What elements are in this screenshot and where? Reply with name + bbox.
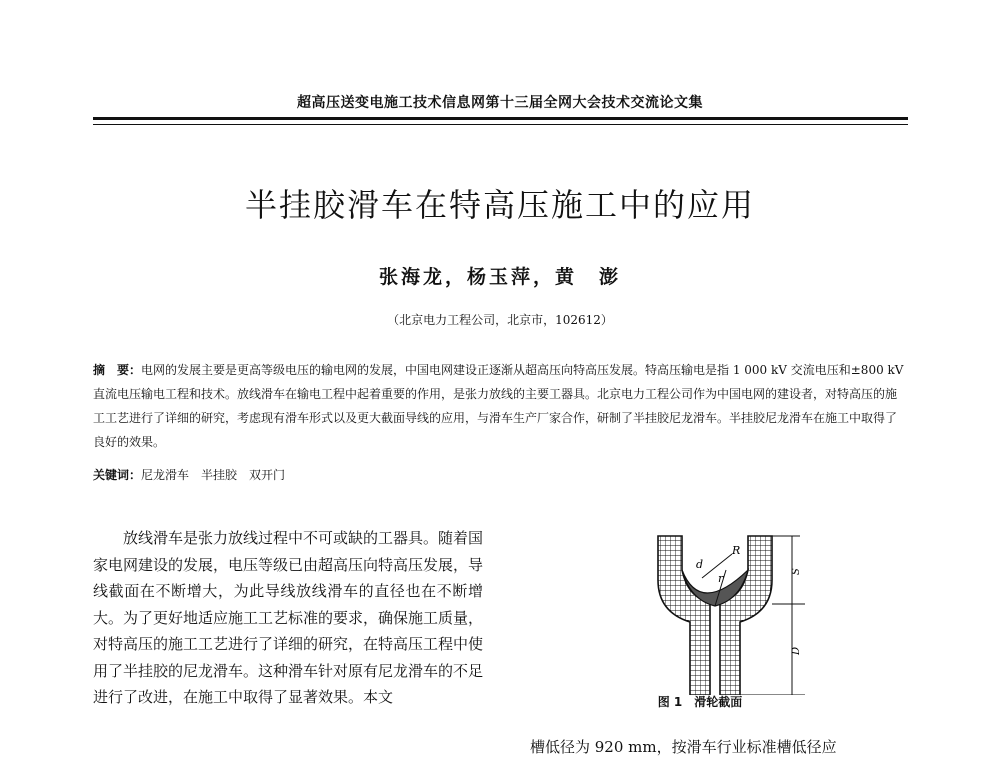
pulley-section-diagram: [640, 520, 820, 695]
label-D: D: [791, 646, 802, 655]
label-d: d: [696, 558, 704, 571]
keywords: [93, 466, 908, 483]
keywords-text: 尼龙滑车 半挂胶 双开门: [141, 468, 286, 482]
label-r: r: [718, 572, 724, 585]
paper-affiliation: （北京电力工程公司，北京市，102612）: [387, 313, 613, 327]
running-header: 超高压送变电施工技术信息网第十三届全网大会技术交流论文集: [297, 95, 703, 111]
paper-authors: 张海龙，杨玉萍，黄 澎: [378, 266, 621, 288]
paper-title: 半挂胶滑车在特高压施工中的应用: [244, 186, 755, 224]
figure-caption: 图 1 滑轮截面: [657, 695, 743, 709]
abstract-text: 电网的发展主要是更高等级电压的输电网的发展，中国电网建设正逐渐从超高压向特高压发展。特高压输电是指 1 000 kV 交流电压和±800 kV 直流电压输电工程和技术。放线滑车在输电工程中起着重要的作用，是张力放线的主要工器具。北京电力工程公司作为中国电网的建设者，对特高压的施工工艺进行了详细的研究，考虑现有滑车形式以及更大截面导线的应用，与滑车生产厂家合作，研制了半挂胶尼龙滑车。半挂胶尼龙滑车在施工中取得了良好的效果。: [93, 363, 904, 449]
body-left-text: 放线滑车是张力放线过程中不可或缺的工器具。随着国家电网建设的发展，电压等级已由超高压向特高压发展，导线截面在不断增大，为此导线放线滑车的直径也在不断增大。为了更好地适应施工工艺标准的要求，确保施工质量，对特高压的施工工艺进行了详细的研究，在特高压工程中使用了半挂胶的尼龙滑车。这种滑车针对原有尼龙滑车的不足进行了改进，在施工中取得了显著效果。本文: [93, 529, 484, 706]
pulley-flange-right: [720, 536, 772, 695]
figure-pulley-section: [640, 520, 820, 695]
header-rule-thick: [93, 117, 908, 120]
body-right-text: 槽低径为 920 mm，按滑车行业标准槽低径应: [530, 738, 837, 756]
abstract-label: 摘 要：: [93, 363, 142, 377]
label-R: R: [732, 544, 741, 557]
abstract: [93, 358, 908, 454]
label-S: S: [791, 568, 802, 575]
body-left-column: [93, 525, 483, 711]
header-rule-thin: [93, 124, 908, 125]
keywords-label: 关键词：: [93, 468, 142, 482]
